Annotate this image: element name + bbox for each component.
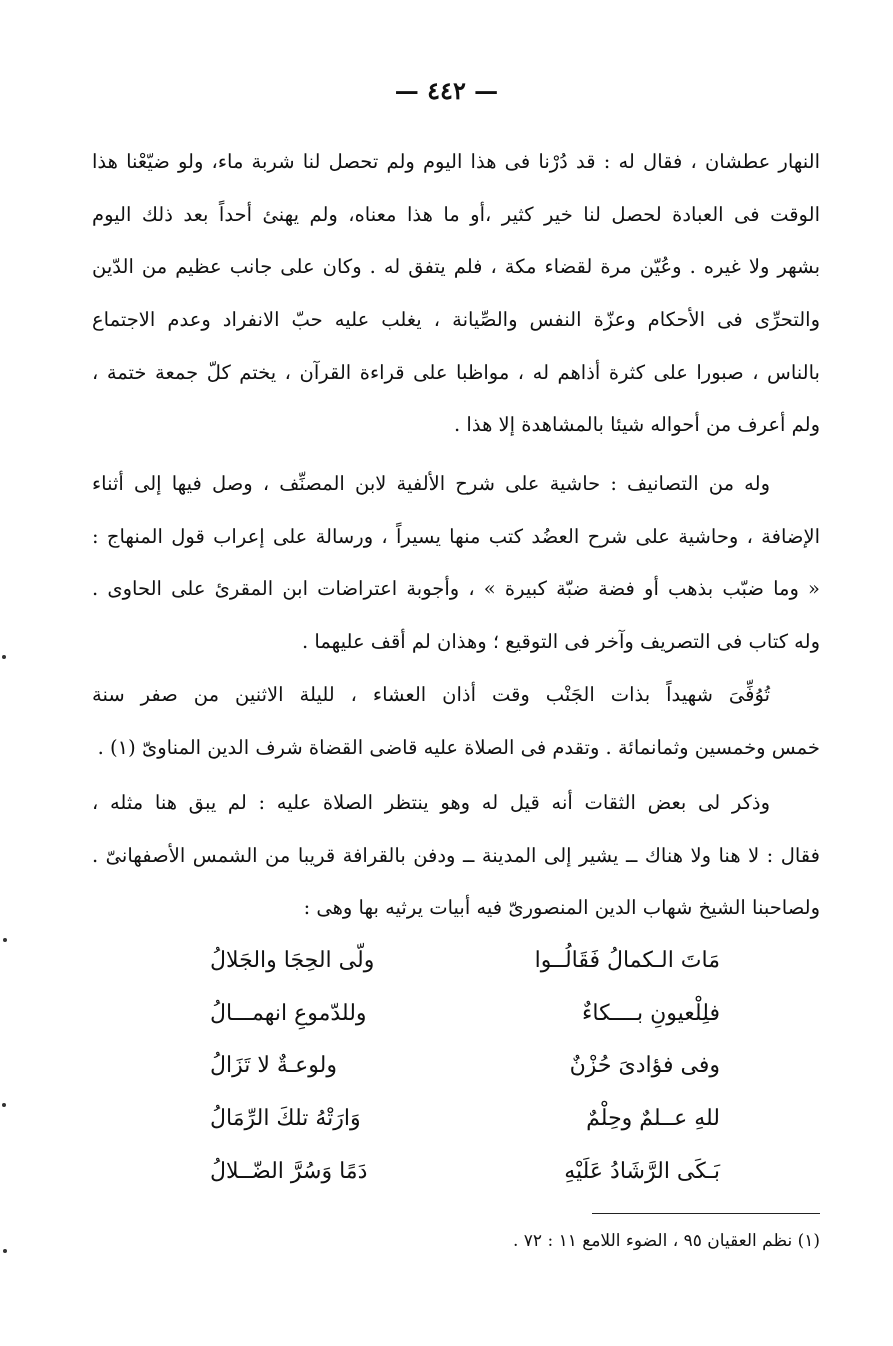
scan-speck: [3, 938, 7, 942]
page-number: — ٤٤٢ —: [394, 76, 499, 105]
text-line: « وما ضبّب بذهب أو فضة ضبّة كبيرة » ، وأجوبة اعتراضات ابن المقرئ على الحاوى .: [92, 577, 820, 601]
verse-second-hemistich: دَمًا وَسُرَّ الضّــلالُ: [210, 1158, 368, 1184]
poem-verse: [210, 1146, 720, 1199]
text-line: بالناس ، صبورا على كثرة أذاهم له ، مواظبا على قراءة القرآن ، يختم كلّ جمعة ختمة ،: [92, 360, 820, 384]
text-line: وله كتاب فى التصريف وآخر فى التوقيع ؛ وهذان لم أقف عليهما .: [302, 630, 820, 654]
poem: [210, 935, 720, 1198]
verse-second-hemistich: وَارَتْهُ تلكَ الرِّمَالُ: [210, 1106, 361, 1132]
paragraph: [92, 136, 820, 452]
text-line: الإضافة ، وحاشية على شرح العضُد كتب منها يسيراً ، ورسالة على إعراب قول المنهاج :: [92, 524, 820, 548]
poem-verse: [210, 935, 720, 988]
verse-first-hemistich: مَاتَ الـكمالُ فَقَالُــوا: [534, 948, 720, 973]
footnote: (١) نظم العقيان ٩٥ ، الضوء اللامع ١١ : ٧٢ .: [512, 1231, 820, 1251]
scan-speck: [3, 1249, 7, 1253]
text-line: خمس وخمسين وثمانمائة . وتقدم فى الصلاة عليه قاضى القضاة شرف الدين المناوىّ (١) .: [97, 735, 820, 759]
text-line: وذكر لى بعض الثقات أنه قيل له وهو ينتظر الصلاة عليه : لم يبق هنا مثله ،: [92, 791, 770, 814]
verse-first-hemistich: وفى فؤادىَ حُزْنٌ: [569, 1053, 720, 1079]
paragraph: [92, 458, 820, 669]
poem-verse: [210, 1040, 720, 1093]
scan-speck: [2, 1103, 6, 1107]
verse-first-hemistich: فلِلْعيونِ بــــكاءٌ: [582, 1000, 720, 1026]
text-line: فقال : لا هنا ولا هناك ــ يشير إلى المدينة ــ ودفن بالقرافة قريبا من الشمس الأصفهانىّ .: [92, 843, 820, 867]
footnote-divider: [592, 1213, 820, 1214]
paragraph: [92, 669, 820, 774]
text-line: ولم أعرف من أحواله شيئا بالمشاهدة إلا هذا .: [454, 413, 820, 437]
scan-speck: [2, 655, 6, 659]
text-line: والتحرِّى فى الأحكام وعزّة النفس والصِّيانة ، يغلب عليه حبّ الانفراد وعدم الاجتماع: [92, 308, 820, 332]
text-line: النهار عطشان ، فقال له : قد دُرْنا فى هذا اليوم ولم تحصل لنا شربة ماء، ولو ضيّعْنا هذا: [92, 150, 820, 173]
poem-verse: [210, 988, 720, 1041]
verse-first-hemistich: للهِ عــلمٌ وحِلْمٌ: [586, 1106, 720, 1132]
poem-verse: [210, 1093, 720, 1146]
text-line: بشهر ولا غيره . وعُيّن مرة لقضاء مكة ، فلم يتفق له . وكان على جانب عظيم من الدّين: [92, 255, 820, 279]
paragraph: [92, 777, 820, 935]
verse-second-hemistich: وللدّموعِ انهمـــالُ: [210, 1000, 367, 1026]
text-line: ولصاحبنا الشيخ شهاب الدين المنصورىّ فيه أبيات يرثيه بها وهى :: [303, 896, 820, 920]
text-line: وله من التصانيف : حاشية على شرح الألفية لابن المصنِّف ، وصل فيها إلى أثناء: [92, 472, 770, 495]
verse-first-hemistich: بَـكَى الرَّشَادُ عَلَيْهِ: [564, 1158, 720, 1184]
verse-second-hemistich: ولوعـةٌ لا تَزَالُ: [210, 1053, 337, 1079]
text-line: تُوُفِّىَ شهيداً بذات الجَنْب وقت أذان العشاء ، لليلة الاثنين من صفر سنة: [92, 683, 770, 706]
verse-second-hemistich: ولّى الحِجَا والجَلالُ: [210, 948, 375, 973]
text-line: الوقت فى العبادة لحصل لنا خير كثير ،أو ما هذا معناه، ولم يهنئ أحداً بعد ذلك اليوم: [92, 202, 820, 226]
